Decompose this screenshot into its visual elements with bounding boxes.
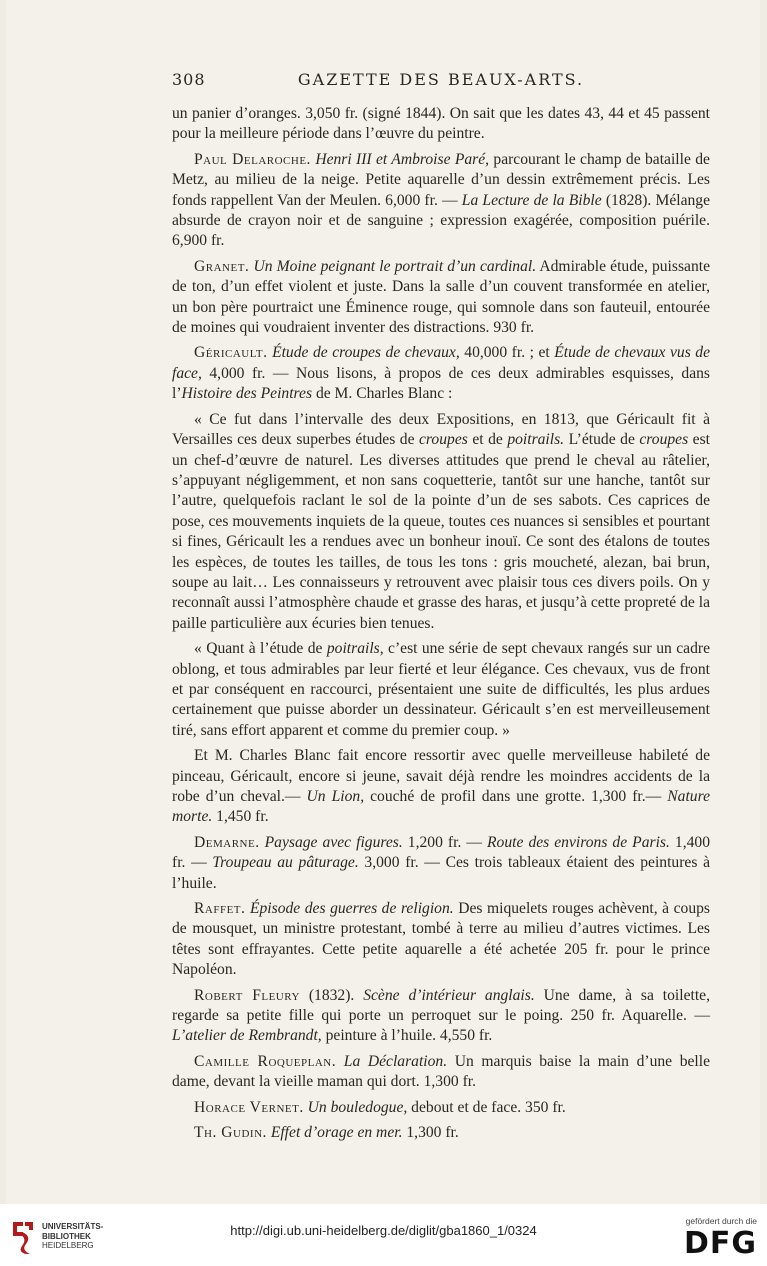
paragraph: Paul Delaroche. Henri III et Ambroise Paré, parcourant le champ de bataille de Metz, au milieu de la neige. Petite aquarelle d’un dessin extrêmement précis. Les fonds rappellent Van der Meulen. 6,000 fr. — La Lecture de la Bible (1828). Mélange absurde de crayon noir et de sanguine ; expression exagérée, composition puérile. 6,900 fr. (172, 150, 711, 250)
running-header (172, 70, 710, 92)
dfg-logo: DFG (683, 1226, 757, 1261)
paragraph: Granet. Un Moine peignant le portrait d’un cardinal. Admirable étude, puissante de ton, d’un effet violent et juste. Dans la salle d’un couvent transformée en atelier, un bon père pourtraict une Éminence rouge, qui somnole dans son fauteuil, entourée de moines qui voudraient inventer des distractions. 930 fr. (172, 257, 710, 337)
artist-name: Demarne. (194, 833, 260, 851)
artist-name: Robert Fleury (194, 986, 300, 1004)
paragraph: Raffet. Épisode des guerres de religion. Des miquelets rouges achèvent, à coups de mousquet, un ministre protestant, tombé à terre au milieu d’autres victimes. Les têtes sont effrayantes. Cette petite aquarelle a été achetée 205 fr. pour le prince Napoléon. (172, 900, 710, 979)
paragraph: Robert Fleury (1832). Scène d’intérieur anglais. Une dame, à sa toilette, regarde sa petite fille qui porte un perroquet sur le poing. 250 fr. Aquarelle. — L’atelier de Rembrandt, peinture à l’huile. 4,550 fr. (172, 986, 710, 1045)
artist-name: Horace Vernet. (194, 1098, 304, 1116)
funder-caption: gefördert durch die (685, 1216, 757, 1226)
page-number: 308 (172, 70, 206, 89)
artist-name: Paul Delaroche. (194, 150, 311, 168)
paragraph: Géricault. Étude de croupes de chevaux, 40,000 fr. ; et Étude de chevaux vus de face, 4,000 fr. — Nous lisons, à propos de ces deux admirables esquisses, dans l’Histoire des Peintres de M. Charles Blanc : (172, 344, 711, 403)
artist-name: Th. Gudin. (194, 1124, 267, 1142)
paragraph: Th. Gudin. Effet d’orage en mer. 1,300 fr. (194, 1124, 459, 1142)
journal-title: GAZETTE DES BEAUX-ARTS. (297, 70, 585, 89)
article-body (172, 104, 710, 1149)
artist-name: Raffet. (194, 900, 246, 918)
paragraph: Et M. Charles Blanc fait encore ressortir avec quelle merveilleuse habileté de pinceau, Géricault, encore si jeune, savait déjà rendre les moindres accidents de la robe d’un cheval.— Un Lion, couché de profil dans une grotte. 1,300 fr.— Nature morte. 1,450 fr. (172, 747, 710, 826)
artist-name: Géricault. (194, 344, 268, 362)
footer-bar (0, 1204, 767, 1266)
paragraph: Camille Roqueplan. La Déclaration. Un marquis baise la main d’une belle dame, devant la vieille maman qui dort. 1,300 fr. (172, 1052, 710, 1091)
artist-name: Granet. (194, 257, 250, 275)
library-name: UNIVERSITÄTS- BIBLIOTHEK HEIDELBERG (42, 1222, 104, 1250)
permalink[interactable]: http://digi.ub.uni-heidelberg.de/diglit/gba1860_1/0324 (230, 1223, 537, 1238)
paragraph: un panier d’oranges. 3,050 fr. (signé 1844). On sait que les dates 43, 44 et 45 passent pour la meilleure période dans l’œuvre du peintre. (172, 105, 710, 143)
quote-paragraph: « Ce fut dans l’intervalle des deux Expositions, en 1813, que Géricault fit à Versailles ces deux superbes études de croupes et de poitrails. L’étude de croupes est un chef-d’œuvre de naturel. Les diverses attitudes que prend le cheval au râtelier, s’appuyant négligemment, et non sans coquetterie, tantôt sur une hanche, tantôt sur l’autre, quelquefois raclant le sol de la pointe d’un de ses sabots. Ces caprices de pose, ces mouvements inquiets de la queue, toutes ces nuances si sensibles et pourtant si fines, Géricault les a rendues avec un bonheur inouï. Ce sont des étalons de toutes les espèces, de toutes les tailles, de tous les tons : gris moucheté, alezan, bai brun, soupe au lait… Les connaisseurs y retrouvent avec plaisir tous ces divers poils. On y reconnaît aussi l’atmosphère chaude et grasse des haras, et jusqu’à cette propreté de la paille particulière aux écuries bien tenues. (172, 410, 711, 632)
quote-paragraph: « Quant à l’étude de poitrails, c’est une série de sept chevaux rangés sur un cadre oblong, et tous admirables par leur fierté et leur élégance. Ces chevaux, vus de front et par conséquent en raccourci, présentaient une suite de difficultés, les plus ardues certainement que puisse aborder un dessinateur. Géricault s’en est merveilleusement tiré, sans effort apparent et comme du premier coup. » (172, 640, 710, 739)
paragraph: Horace Vernet. Un bouledogue, debout et de face. 350 fr. (194, 1098, 566, 1116)
paragraph: Demarne. Paysage avec figures. 1,200 fr. — Route des environs de Paris. 1,400 fr. — Troupeau au pâturage. 3,000 fr. — Ces trois tableaux étaient des peintures à l’huile. (172, 833, 710, 892)
artist-name: Camille Roqueplan. (194, 1052, 337, 1070)
